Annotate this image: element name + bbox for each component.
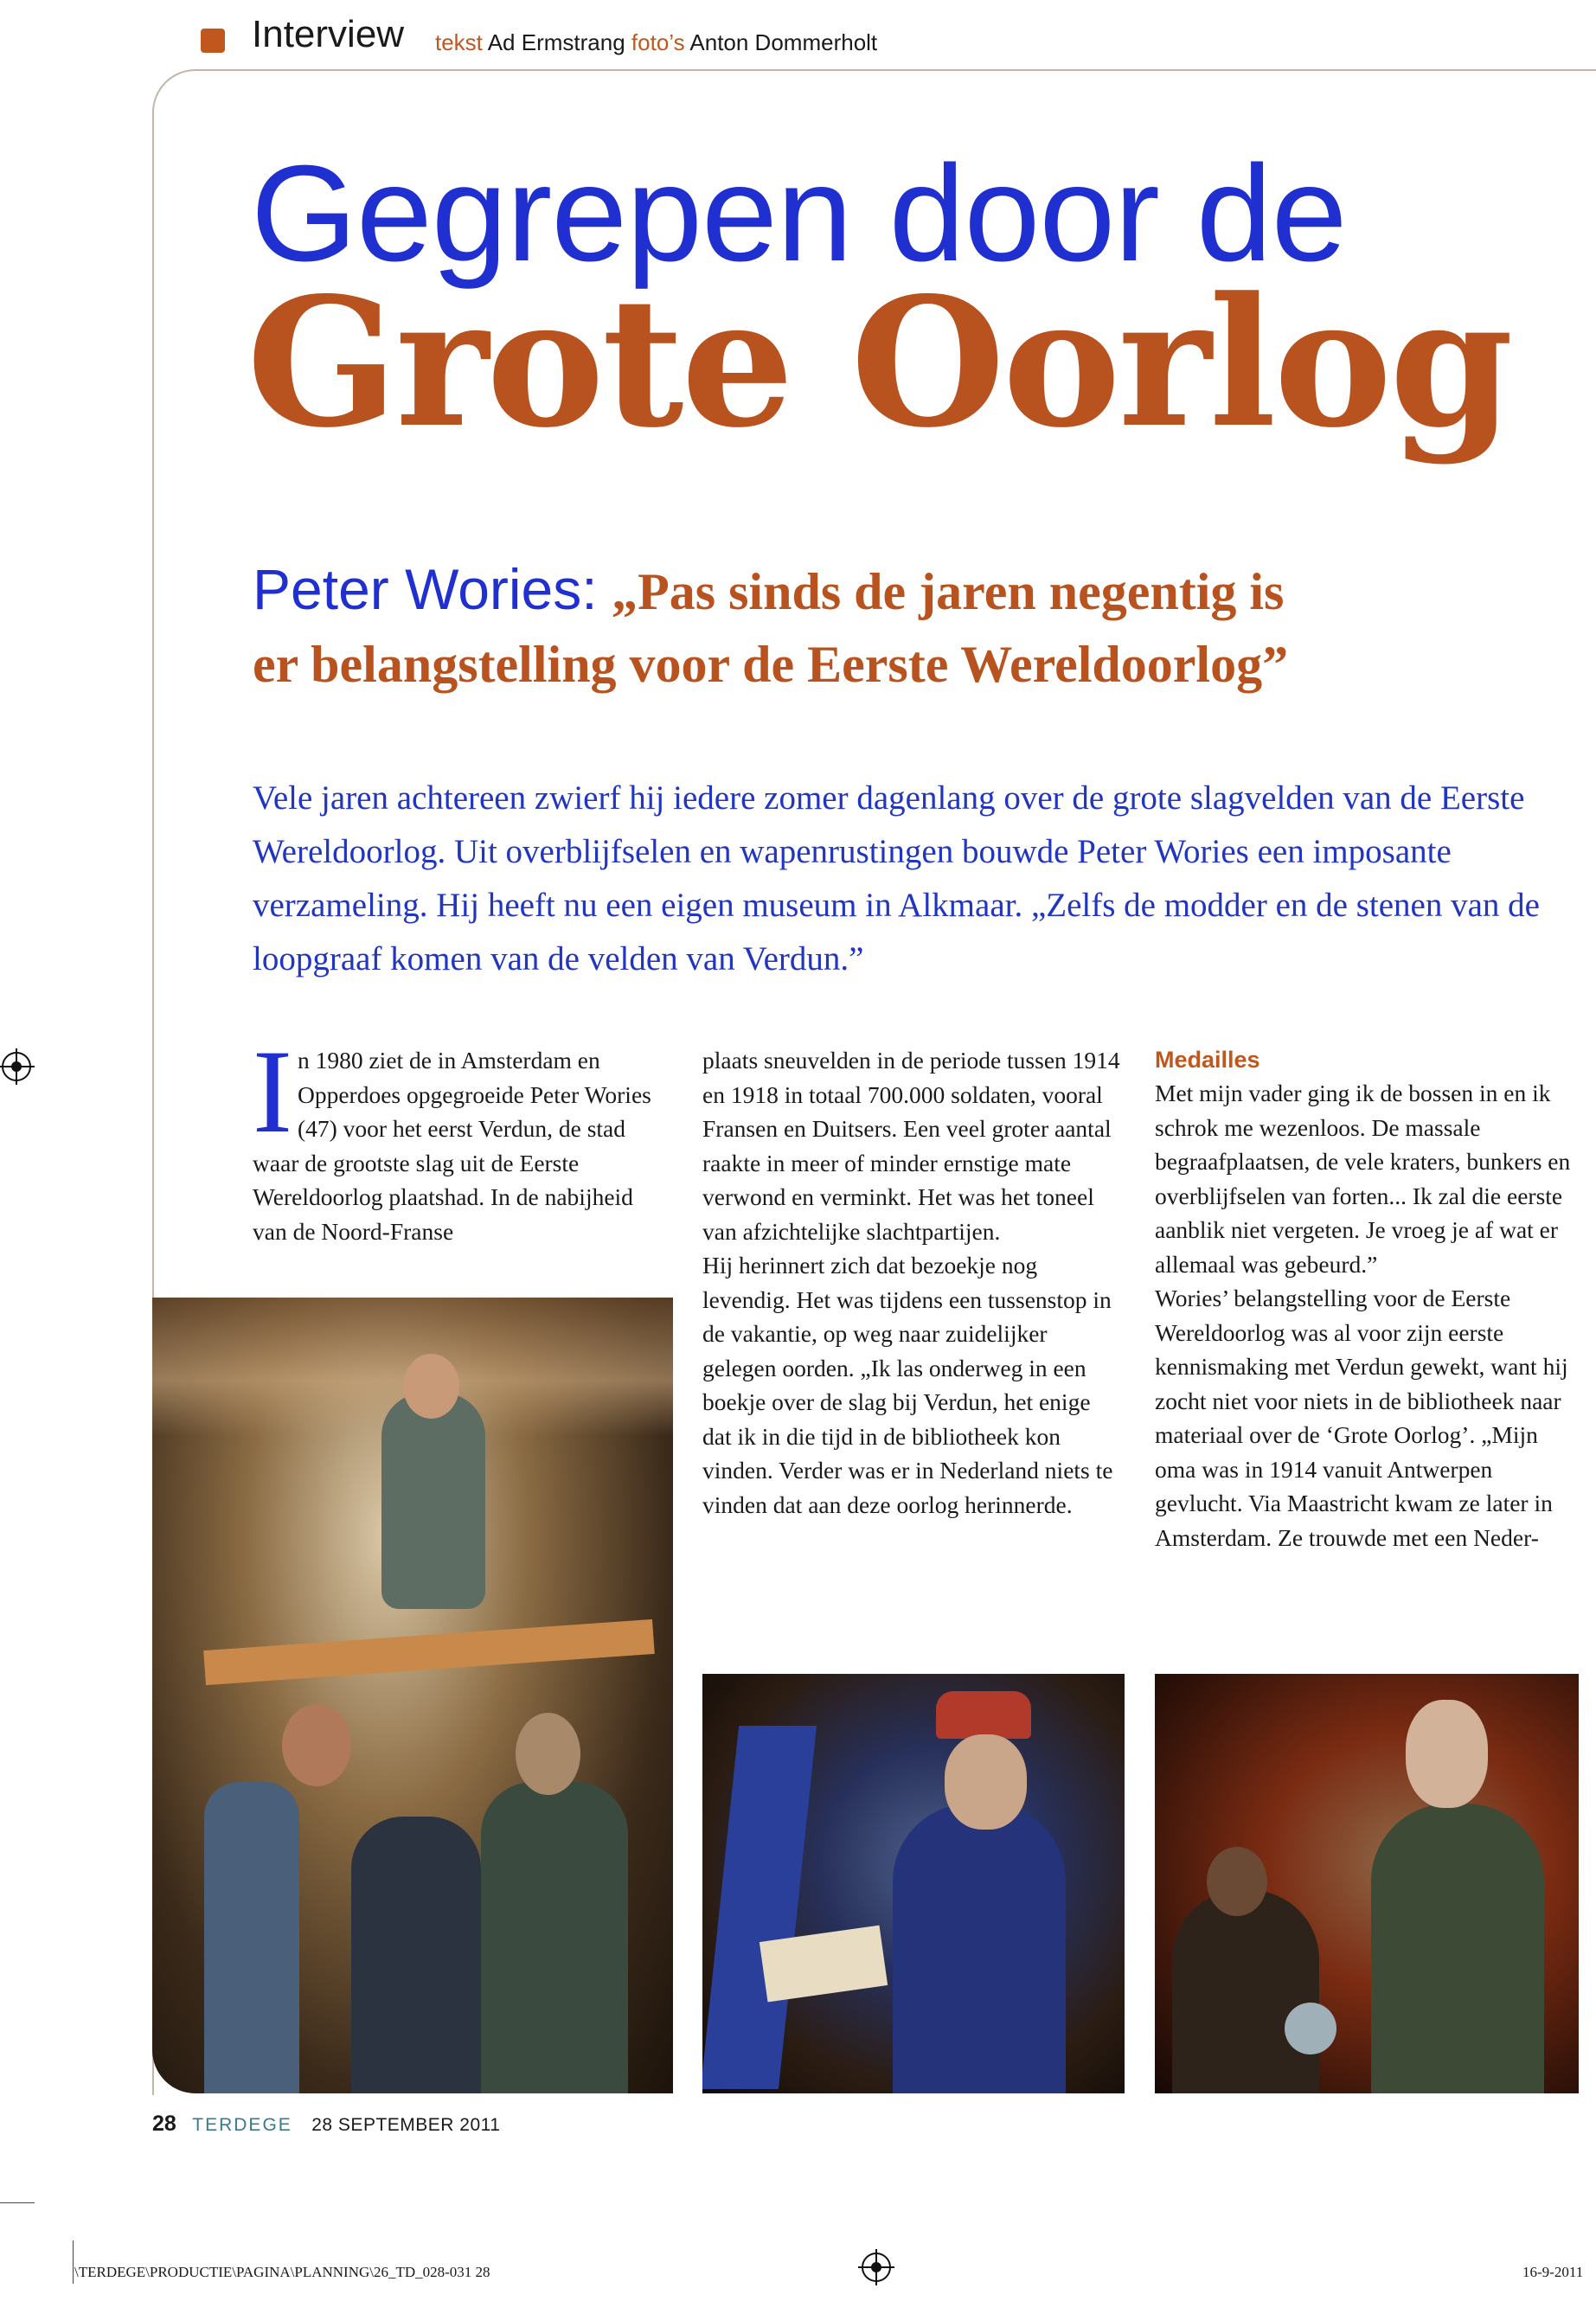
body-column-2: [702, 1043, 1122, 1522]
drop-cap: I: [253, 1025, 292, 1157]
intro-paragraph: Vele jaren achtereen zwierf hij iedere zomer dagenlang over de grote slagvelden van de Eerste Wereldoorlog. Uit overblijfselen en wapenrustingen bouwde Peter Wories een imposante verzameling. Hij heeft nu een eigen museum in Alkmaar. „Zelfs de modder en de stenen van de loopgraaf komen van de velden van Verdun.”: [253, 779, 1540, 977]
magazine-name: TERDEGE: [192, 2115, 292, 2135]
byline-photo-author: Anton Dommerholt: [689, 29, 878, 55]
subtitle-quote-start: „Pas sinds de jaren negentig is: [612, 563, 1285, 620]
print-slug-date: 16-9-2011: [1522, 2264, 1584, 2280]
body-column-1: [253, 1025, 668, 1248]
body-column-3: [1155, 1043, 1577, 1554]
column-1-text: n 1980 ziet de in Amsterdam en Opperdoes opgegroeide Peter Wories (47) voor het eerst Verdun, de stad waar de grootste slag uit de Eerste Wereldoorlog plaatshad. In de nabijheid van de Noord-Franse: [253, 1047, 651, 1245]
crop-mark: [0, 2202, 35, 2203]
registration-mark-icon: [2, 1052, 31, 1081]
column-2-paragraph-2: Hij herinnert zich dat bezoekje nog levendig. Het was tijdens een tussenstop in de vakantie, op weg naar zuidelijker gelegen oorden. „Ik las onderweg in een boekje over de slag bij Verdun, het enige dat ik in die tijd in de bibliotheek kon vinden. Verder was er in Nederland niets te vinden dat aan deze oorlog herinnerde.: [702, 1252, 1113, 1518]
byline-text-label: tekst: [435, 29, 483, 55]
subtitle-line-2: er belangstelling voor de Eerste Wereldoorlog”: [253, 636, 1289, 693]
page-footer: [152, 2113, 500, 2135]
headline-line-2: Grote Oorlog: [247, 260, 1511, 467]
section-label: Interview: [252, 13, 405, 55]
registration-mark-icon: [862, 2253, 891, 2282]
issue-date: 28 SEPTEMBER 2011: [311, 2115, 501, 2135]
subheading-medailles: Medailles: [1155, 1047, 1260, 1073]
column-3-paragraph-2: Wories’ belangstelling voor de Eerste Wereldoorlog was al voor zijn eerste kennismaking met Verdun gewekt, want hij zocht niet voor niets in de bibliotheek naar materiaal over de ‘Grote Oorlog’. „Mijn oma was in 1914 vanuit Antwerpen gevlucht. Via Maastricht kwam ze later in Amsterdam. Ze trouwde met een Neder-: [1155, 1285, 1568, 1551]
photo-german-soldiers: [1155, 1674, 1579, 2093]
subtitle-line-1: [253, 557, 1285, 621]
byline: [435, 31, 877, 54]
crop-mark: [73, 2240, 74, 2284]
page-number: 28: [152, 2112, 176, 2136]
section-marker: [201, 29, 225, 53]
subtitle-speaker: Peter Wories:: [253, 557, 598, 621]
byline-text-author: Ad Ermstrang: [487, 29, 625, 55]
column-3-paragraph-1: Met mijn vader ging ik de bossen in en ik schrok me wezenloos. De massale begraafplaatsen, de vele kraters, bunkers en overblijfselen van forten... Ik zal die eerste aanblik niet vergeten. Je vroeg je af wat er allemaal was gebeurd.”: [1155, 1080, 1571, 1278]
print-slug-path: \TERDEGE\PRODUCTIE\PAGINA\PLANNING\26_TD_028-031 28: [74, 2264, 490, 2280]
photo-french-soldier: [702, 1674, 1125, 2093]
byline-photo-label: foto’s: [631, 29, 685, 55]
column-2-paragraph-1: plaats sneuvelden in de periode tussen 1914 en 1918 in totaal 700.000 soldaten, vooral Fransen en Duitsers. Een veel groter aantal raakte in meer of minder ernstige mate verwond en verminkt. Het was het toneel van afzichtelijke slachtpartijen.: [702, 1047, 1120, 1245]
headline-line-1: Gegrepen door de: [251, 138, 1347, 290]
photo-museum-diorama: [152, 1298, 673, 2093]
